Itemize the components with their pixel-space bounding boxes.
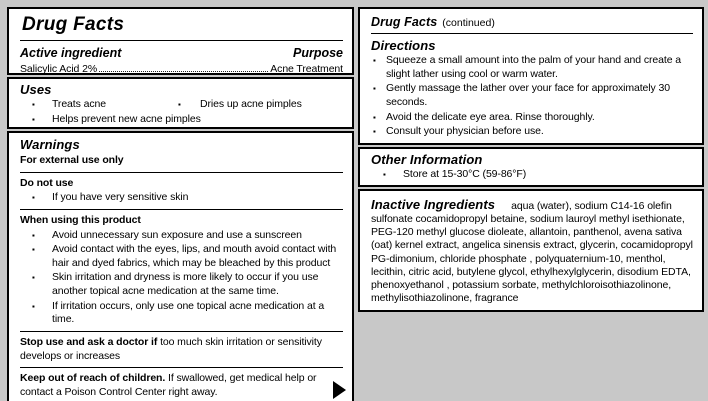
list-item-text: If you have very sensitive skin [52,191,189,204]
warnings-panel [7,131,354,401]
other-information-heading: Other Information [371,152,483,167]
uses-panel [7,77,354,129]
warnings-heading: Warnings [20,137,80,152]
list-item-text: Consult your physician before use. [386,125,544,138]
divider [20,40,343,41]
list-item-text: Skin irritation and dryness is more likely to occur if you use another topical acne medication at the same time. [52,271,319,298]
bullet-square-icon: ▪ [32,273,35,283]
list-item [20,243,343,270]
active-ingredient-header-row [20,46,343,60]
list-item [371,125,693,139]
list-item-text: Avoid contact with the eyes, lips, and mouth avoid contact with hair and dyed fabrics, which may be bleached by this product [52,243,337,269]
divider [20,331,343,332]
external-use-statement: For external use only [20,154,124,166]
list-item [20,229,343,243]
list-item [20,113,343,127]
list-item [20,271,343,298]
dot-leader [99,71,268,72]
list-item-text: Squeeze a small amount into the palm of your hand and create a slight lather using cool or warm water. [386,54,681,80]
stop-use-text: too much skin irritation or sensitivity develops or increases [20,336,322,362]
bullet-square-icon: ▪ [32,245,35,255]
continued-title: Drug Facts [371,15,438,29]
left-column [7,7,354,401]
stop-use-bold: Stop use and ask a doctor if [20,336,158,349]
list-item [20,300,343,327]
bullet-square-icon: ▪ [32,193,35,203]
purpose-label: Purpose [292,46,343,60]
divider [20,209,343,210]
divider [371,33,693,34]
bullet-square-icon: ▪ [32,301,35,311]
inactive-ingredients-heading: Inactive Ingredients [371,196,496,212]
inactive-ingredients-text: aqua (water), sodium C14-16 olefin sulfonate cocamidopropyl betaine, sodium lauroyl methyl isethionate, PEG-120 methyl glucose dioleate, allantoin, panthenol, avena sativa (oat) kernel extract, angelica sinensis extract, glycerin, cocamidopropyl PG-dimonium, chloride phosphate , polyquaternium-10, menthol, lecithin, citric acid, butylene glycol, ethylhexylglycerin, disodium EDTA, phenoxyethanol , potassium sorbate, methylchloroisothiazolinone, methylisothiazolinone, fragrance [371,199,693,305]
active-ingredient-row [20,63,343,75]
do-not-use-label: Do not use [20,176,74,189]
bullet-square-icon: ▪ [32,100,35,109]
bullet-square-icon: ▪ [373,56,376,65]
when-using-label: When using this product [20,213,141,226]
keep-out-bold: Keep out of reach of children. [20,372,166,385]
bullet-square-icon: ▪ [373,127,376,137]
list-item-text: Store at 15-30°C (59-86°F) [403,168,527,180]
list-item-text: Helps prevent new acne pimples [52,112,201,125]
page-title: Drug Facts [22,14,125,35]
bullet-square-icon: ▪ [178,100,181,109]
stop-use-statement [20,336,343,363]
keep-out-text: If swallowed, get medical help or contact a Poison Control Center right away. [20,372,317,398]
continued-header [371,15,693,29]
uses-heading: Uses [20,82,52,97]
list-item-text: Avoid unnecessary sun exposure and use a sunscreen [52,228,302,241]
inactive-ingredients-panel [358,189,704,312]
bullet-square-icon: ▪ [373,84,376,94]
bullet-square-icon: ▪ [32,114,35,124]
other-information-panel [358,147,704,187]
list-item [371,168,693,182]
continue-arrow-icon [333,381,346,399]
uses-bullet-row [20,97,343,112]
list-item-text: Gently massage the lather over your face for approximately 30 seconds. [386,82,670,108]
list-item [178,98,343,112]
right-column [358,7,704,314]
inactive-ingredients-paragraph [371,197,693,306]
purpose-value: Acne Treatment [270,63,343,75]
bullet-square-icon: ▪ [32,230,35,240]
list-item-text: Dries up acne pimples [200,98,302,110]
directions-panel [358,7,704,145]
bullet-square-icon: ▪ [383,170,386,179]
directions-heading: Directions [371,38,436,53]
active-ingredient-label: Active ingredient [20,46,122,60]
bullet-square-icon: ▪ [373,112,376,122]
list-item [20,98,178,112]
list-item [371,111,693,125]
list-item [20,191,343,205]
active-ingredient-value: Salicylic Acid 2% [20,63,98,75]
divider [20,172,343,173]
list-item [371,82,693,109]
drug-facts-header-panel [7,7,354,75]
continued-suffix: (continued) [442,17,495,29]
divider [20,367,343,368]
list-item-text: If irritation occurs, only use one topical acne medication at a time. [52,299,325,326]
list-item-text: Avoid the delicate eye area. Rinse thoroughly. [386,110,595,123]
keep-out-statement [20,372,343,399]
list-item-text: Treats acne [52,98,106,110]
list-item [371,54,693,81]
